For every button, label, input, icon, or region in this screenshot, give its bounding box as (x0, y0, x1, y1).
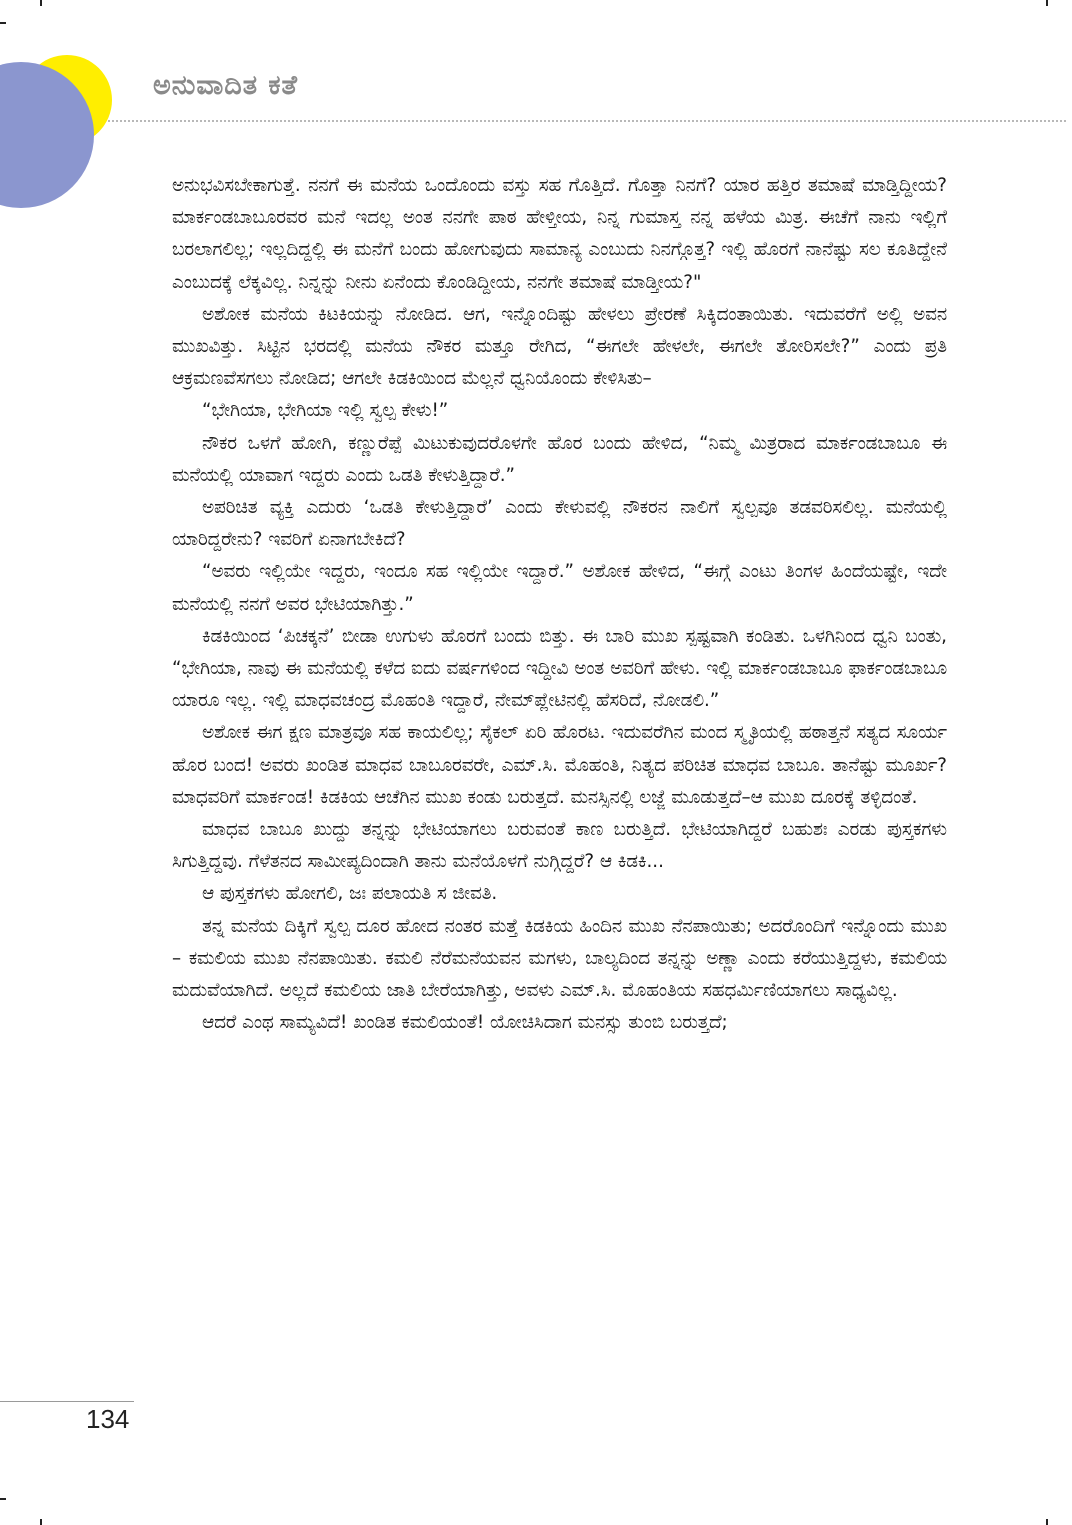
paragraph: ಅಪರಿಚಿತ ವ್ಯಕ್ತಿ ಎದುರು ‘ಒಡತಿ ಕೇಳುತ್ತಿದ್ದಾರೆ’ ಎಂದು ಕೇಳುವಲ್ಲಿ ನೌಕರನ ನಾಲಿಗೆ ಸ್ವಲ್ಪವೂ ತಡವರಿಸಲಿಲ್ಲ. ಮನೆಯಲ್ಲಿ ಯಾರಿದ್ದರೇನು? ಇವರಿಗೆ ಏನಾಗಬೇಕಿದೆ? (172, 497, 947, 551)
paragraph: ಅನುಭವಿಸಬೇಕಾಗುತ್ತೆ. ನನಗೆ ಈ ಮನೆಯ ಒಂದೊಂದು ವಸ್ತು ಸಹ ಗೊತ್ತಿದೆ. ಗೊತ್ತಾ ನಿನಗೆ? ಯಾರ ಹತ್ತಿರ ತಮಾಷೆ ಮಾಡ್ತಿದ್ದೀಯ? ಮಾರ್ಕಂಡಬಾಬೂರವರ ಮನೆ ಇದಲ್ಲ ಅಂತ ನನಗೇ ಪಾಠ ಹೇಳ್ತೀಯ, ನಿನ್ನ ಗುಮಾಸ್ತ ನನ್ನ ಹಳೆಯ ಮಿತ್ರ. ಈಚೆಗೆ ನಾನು ಇಲ್ಲಿಗೆ ಬರಲಾಗಲಿಲ್ಲ; ಇಲ್ಲದಿದ್ದಲ್ಲಿ ಈ ಮನೆಗೆ ಬಂದು ಹೋಗುವುದು ಸಾಮಾನ್ಯ ಎಂಬುದು ನಿನಗ್ಗೊತ್ತ? ಇಲ್ಲಿ ಹೊರಗೆ ನಾನೆಷ್ಟು ಸಲ ಕೂತಿದ್ದೇನೆ ಎಂಬುದಕ್ಕೆ ಲೆಕ್ಕವಿಲ್ಲ. ನಿನ್ನನ್ನು ನೀನು ಏನೆಂದು ಕೊಂಡಿದ್ದೀಯ, ನನಗೇ ತಮಾಷೆ ಮಾಡ್ತೀಯ?" (172, 175, 947, 293)
paragraph: “ಅವರು ಇಲ್ಲಿಯೇ ಇದ್ದರು, ಇಂದೂ ಸಹ ಇಲ್ಲಿಯೇ ಇದ್ದಾರೆ.” ಅಶೋಕ ಹೇಳಿದ, “ಈಗ್ಗೆ ಎಂಟು ತಿಂಗಳ ಹಿಂದೆಯಷ್ಟೇ, ಇದೇ ಮನೆಯಲ್ಲಿ ನನಗೆ ಅವರ ಭೇಟಿಯಾಗಿತ್ತು.” (172, 561, 947, 615)
paragraph: ತನ್ನ ಮನೆಯ ದಿಕ್ಕಿಗೆ ಸ್ವಲ್ಪ ದೂರ ಹೋದ ನಂತರ ಮತ್ತೆ ಕಿಡಕಿಯ ಹಿಂದಿನ ಮುಖ ನೆನಪಾಯಿತು; ಅದರೊಂದಿಗೆ ಇನ್ನೊಂದು ಮುಖ – ಕಮಲಿಯ ಮುಖ ನೆನಪಾಯಿತು. ಕಮಲಿ ನೆರೆಮನೆಯವನ ಮಗಳು, ಬಾಲ್ಯದಿಂದ ತನ್ನನ್ನು ಅಣ್ಣಾ ಎಂದು ಕರೆಯುತ್ತಿದ್ದಳು, ಕಮಲಿಯ ಮದುವೆಯಾಗಿದೆ. ಅಲ್ಲದೆ ಕಮಲಿಯ ಜಾತಿ ಬೇರೆಯಾಗಿತ್ತು, ಅವಳು ಎಮ್.ಸಿ. ಮೊಹಂತಿಯ ಸಹಧರ್ಮಿಣಿಯಾಗಲು ಸಾಧ್ಯವಿಲ್ಲ. (172, 915, 947, 1002)
crop-mark-bottom-right (1046, 1519, 1048, 1525)
paragraph: ಕಿಡಕಿಯಿಂದ ‘ಪಿಚಕ್ಕನೆ’ ಬೀಡಾ ಉಗುಳು ಹೊರಗೆ ಬಂದು ಬಿತ್ತು. ಈ ಬಾರಿ ಮುಖ ಸ್ಪಷ್ಟವಾಗಿ ಕಂಡಿತು. ಒಳಗಿನಿಂದ ಧ್ವನಿ ಬಂತು, “ಭೇಗಿಯಾ, ನಾವು ಈ ಮನೆಯಲ್ಲಿ ಕಳೆದ ಐದು ವರ್ಷಗಳಿಂದ ಇದ್ದೀವಿ ಅಂತ ಅವರಿಗೆ ಹೇಳು. ಇಲ್ಲಿ ಮಾರ್ಕಂಡಬಾಬೂ ಫಾರ್ಕಂಡಬಾಬೂ ಯಾರೂ ಇಲ್ಲ. ಇಲ್ಲಿ ಮಾಧವಚಂದ್ರ ಮೊಹಂತಿ ಇದ್ದಾರೆ, ನೇಮ್‌ಪ್ಲೇಟಿನಲ್ಲಿ ಹೆಸರಿದೆ, ನೋಡಲಿ.” (172, 625, 947, 712)
crop-mark-top-right (1046, 0, 1048, 6)
footer-rule (0, 1401, 134, 1402)
paragraph: ಆ ಪುಸ್ತಕಗಳು ಹೋಗಲಿ, ಜಃ ಪಲಾಯತಿ ಸ ಜೀವತಿ. (202, 883, 498, 905)
crop-mark-bottom-left (0, 1498, 6, 1500)
paragraph: ಆದರೆ ಎಂಥ ಸಾಮ್ಯವಿದೆ! ಖಂಡಿತ ಕಮಲಿಯಂತೆ! ಯೋಚಿಸಿದಾಗ ಮನಸ್ಸು ತುಂಬಿ ಬರುತ್ತದೆ; (202, 1012, 728, 1034)
paragraph: ನೌಕರ ಒಳಗೆ ಹೋಗಿ, ಕಣ್ಣುರೆಪ್ಪೆ ಮಿಟುಕುವುದರೊಳಗೇ ಹೊರ ಬಂದು ಹೇಳಿದ, “ನಿಮ್ಮ ಮಿತ್ರರಾದ ಮಾರ್ಕಂಡಬಾಬೂ ಈ ಮನೆಯಲ್ಲಿ ಯಾವಾಗ ಇದ್ದರು ಎಂದು ಒಡತಿ ಕೇಳುತ್ತಿದ್ದಾರೆ.” (172, 432, 947, 486)
page-number: 134 (86, 1404, 130, 1434)
crop-mark-top-left (0, 22, 6, 24)
crop-mark-top-left-vertical (40, 0, 42, 6)
paragraph: ಮಾಧವ ಬಾಬೂ ಖುದ್ದು ತನ್ನನ್ನು ಭೇಟಿಯಾಗಲು ಬರುವಂತೆ ಕಾಣ ಬರುತ್ತಿದೆ. ಭೇಟಿಯಾಗಿದ್ದರೆ ಬಹುಶಃ ಎರಡು ಪುಸ್ತಕಗಳು ಸಿಗುತ್ತಿದ್ದವು. ಗೆಳೆತನದ ಸಾಮೀಪ್ಯದಿಂದಾಗಿ ತಾನು ಮನೆಯೊಳಗೆ ನುಗ್ಗಿದ್ದರೆ? ಆ ಕಿಡಕಿ... (172, 819, 947, 873)
crop-mark-bottom-left-vertical (40, 1519, 42, 1525)
story-body (172, 170, 947, 1039)
section-title: ಅನುವಾದಿತ ಕತೆ (153, 70, 298, 101)
header-dotted-rule (108, 120, 1066, 122)
paragraph: “ಭೇಗಿಯಾ, ಭೇಗಿಯಾ ಇಲ್ಲಿ ಸ್ವಲ್ಪ ಕೇಳು!” (202, 400, 449, 422)
paragraph: ಅಶೋಕ ಈಗ ಕ್ಷಣ ಮಾತ್ರವೂ ಸಹ ಕಾಯಲಿಲ್ಲ; ಸೈಕಲ್ ಏರಿ ಹೊರಟ. ಇದುವರೆಗಿನ ಮಂದ ಸ್ಮೃತಿಯಲ್ಲಿ ಹಠಾತ್ತನೆ ಸತ್ಯದ ಸೂರ್ಯ ಹೊರ ಬಂದ! ಅವರು ಖಂಡಿತ ಮಾಧವ ಬಾಬೂರವರೇ, ಎಮ್.ಸಿ. ಮೊಹಂತಿ, ನಿತ್ಯದ ಪರಿಚಿತ ಮಾಧವ ಬಾಬೂ. ತಾನೆಷ್ಟು ಮೂರ್ಖ? ಮಾಧವರಿಗೆ ಮಾರ್ಕಂಡ! ಕಿಡಕಿಯ ಆಚೆಗಿನ ಮುಖ ಕಂಡು ಬರುತ್ತದೆ. ಮನಸ್ಸಿನಲ್ಲಿ ಲಜ್ಜೆ ಮೂಡುತ್ತದೆ–ಆ ಮುಖ ದೂರಕ್ಕೆ ತಳ್ಳಿದಂತೆ. (172, 722, 947, 808)
paragraph: ಅಶೋಕ ಮನೆಯ ಕಿಟಕಿಯನ್ನು ನೋಡಿದ. ಆಗ, ಇನ್ನೊಂದಿಷ್ಟು ಹೇಳಲು ಪ್ರೇರಣೆ ಸಿಕ್ಕಿದಂತಾಯಿತು. ಇದುವರೆಗೆ ಅಲ್ಲಿ ಅವನ ಮುಖವಿತ್ತು. ಸಿಟ್ಟಿನ ಭರದಲ್ಲಿ ಮನೆಯ ನೌಕರ ಮತ್ತೂ ರೇಗಿದ, “ಈಗಲೇ ಹೇಳಲೇ, ಈಗಲೇ ತೋರಿಸಲೇ?” ಎಂದು ಪ್ರತಿ ಆಕ್ರಮಣವೆಸಗಲು ನೋಡಿದ; ಆಗಲೇ ಕಿಡಕಿಯಿಂದ ಮೆಲ್ಲನೆ ಧ್ವನಿಯೊಂದು ಕೇಳಿಸಿತು– (172, 303, 947, 390)
